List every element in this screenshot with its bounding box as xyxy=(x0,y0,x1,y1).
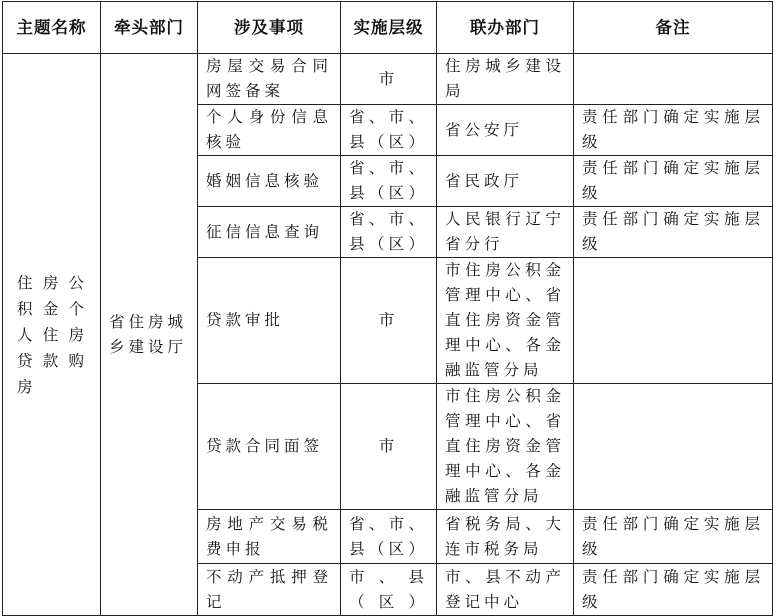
header-remark: 备注 xyxy=(574,2,773,54)
remark-cell: 责任部门确定实施层级 xyxy=(574,105,773,156)
level-cell: 市、县（区） xyxy=(341,564,437,616)
level-cell: 市 xyxy=(341,54,437,105)
lead-dept-cell: 省住房城乡建设厅 xyxy=(101,54,198,616)
level-cell: 省、市、县（区） xyxy=(341,207,437,258)
remark-cell: 责任部门确定实施层级 xyxy=(574,564,773,616)
partner-cell: 住房城乡建设局 xyxy=(437,54,574,105)
header-item: 涉及事项 xyxy=(198,2,341,54)
item-cell: 贷款审批 xyxy=(198,258,341,384)
item-cell: 房屋交易合同网签备案 xyxy=(198,54,341,105)
remark-cell xyxy=(574,258,773,384)
partner-cell: 人民银行辽宁省分行 xyxy=(437,207,574,258)
item-cell: 婚姻信息核验 xyxy=(198,156,341,207)
remark-cell: 责任部门确定实施层级 xyxy=(574,207,773,258)
header-theme: 主题名称 xyxy=(3,2,101,54)
remark-cell: 责任部门确定实施层级 xyxy=(574,510,773,564)
remark-cell xyxy=(574,384,773,510)
header-row xyxy=(3,2,773,54)
remark-cell: 责任部门确定实施层级 xyxy=(574,156,773,207)
partner-cell: 省税务局、大连市税务局 xyxy=(437,510,574,564)
table-row xyxy=(3,54,773,105)
item-cell: 个人身份信息核验 xyxy=(198,105,341,156)
level-cell: 省、市、县（区） xyxy=(341,510,437,564)
header-level: 实施层级 xyxy=(341,2,437,54)
level-cell: 市 xyxy=(341,258,437,384)
item-cell: 不动产抵押登记 xyxy=(198,564,341,616)
matters-table xyxy=(2,1,773,616)
partner-cell: 省公安厅 xyxy=(437,105,574,156)
partner-cell: 市、县不动产登记中心 xyxy=(437,564,574,616)
level-cell: 市 xyxy=(341,384,437,510)
theme-name-cell: 住房公积金个人住房贷款购房 xyxy=(3,54,101,616)
partner-cell: 市住房公积金管理中心、省直住房资金管理中心、各金融监管分局 xyxy=(437,384,574,510)
item-cell: 房地产交易税费申报 xyxy=(198,510,341,564)
partner-cell: 市住房公积金管理中心、省直住房资金管理中心、各金融监管分局 xyxy=(437,258,574,384)
header-partner: 联办部门 xyxy=(437,2,574,54)
partner-cell: 省民政厅 xyxy=(437,156,574,207)
item-cell: 贷款合同面签 xyxy=(198,384,341,510)
level-cell: 省、市、县（区） xyxy=(341,156,437,207)
level-cell: 省、市、县（区） xyxy=(341,105,437,156)
header-lead-dept: 牵头部门 xyxy=(101,2,198,54)
item-cell: 征信信息查询 xyxy=(198,207,341,258)
remark-cell xyxy=(574,54,773,105)
